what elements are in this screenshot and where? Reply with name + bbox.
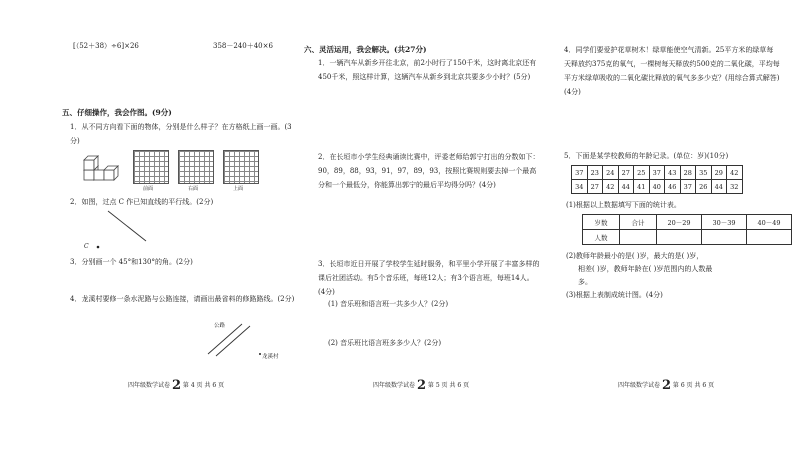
front-view-label: 前面 [143,186,154,192]
age-cell: 42 [727,166,743,180]
stat-header-age: 岁数 [583,215,620,230]
expression-b: 358－240＋40×6 [213,42,273,50]
age-cell: 35 [696,166,712,180]
village-point [259,353,261,355]
question-6-1: 1．一辆汽车从新乡开往北京，前2小时行了150千米，这时离北京还有450千米，照这样计算，这辆汽车从新乡到北京共要多少小时？(5分) [318,59,537,81]
age-cell: 43 [665,166,681,180]
stat-header-30-39: 30－39 [702,215,747,230]
question-5-1: 1．从不同方向看下面的物体，分别是什么样子？在方格纸上画一画。(3分) [70,123,292,145]
ages-row-2 [572,180,743,194]
road-label: 公路 [214,323,226,329]
question-6-3-sub1: (1) 音乐班和语言班一共多少人？(2分) [328,300,449,308]
question-6-5-sub1: (1)根据以上数据填写下面的统计表。 [566,201,681,209]
age-cell: 37 [680,180,696,194]
stat-input-40-49[interactable] [747,230,792,245]
right-view-label: 右面 [188,186,199,192]
question-6-5-sub2-line2: 相差( )岁，教师年龄在( )岁范围内的人数最 [578,265,713,273]
point-c-label: C [84,243,89,250]
question-6-2: 2．在长垣市小学生经典诵读比赛中，评委老师给郭宁打出的分数如下：90，89，88，93，91，97，89，93，按照比赛规则要去掉一个最高分和一个最低分，你能算出郭宁的最后平均得分吗？(4分) [318,153,540,189]
footer-suffix: 第 6 页 共 6 页 [672,382,715,389]
footer-number: 2 [171,378,181,393]
question-6-3-sub2: (2) 音乐班比语言班多多少人？(2分) [328,339,442,347]
age-cell: 27 [618,166,634,180]
question-6-5-sub2-line3: 多。 [578,278,592,286]
question-5-2: 2．如图，过点 C 作已知直线的平行线。(2分) [70,198,214,206]
stat-header-20-29: 20－29 [657,215,702,230]
village-label: 龙溪村 [262,354,279,360]
footer-suffix: 第 4 页 共 6 页 [182,382,225,389]
age-cell: 27 [587,180,603,194]
age-cell: 42 [603,180,619,194]
age-cell: 41 [634,180,650,194]
question-5-3: 3．分别画一个 45°和130°的角。(2分) [70,258,193,266]
stat-input-20-29[interactable] [657,230,702,245]
question-5-4: 4．龙溪村要修一条水泥路与公路连接，请画出最省料的修路路线。(2分) [70,295,295,303]
stat-count-row [583,230,792,245]
age-cell: 25 [634,166,650,180]
front-view-grid[interactable] [133,150,169,184]
question-6-5: 5．下面是某学校教师的年龄记录。(单位：岁)(10分) [564,152,729,160]
age-cell: 46 [665,180,681,194]
footer-suffix: 第 5 页 共 6 页 [427,382,470,389]
stat-input-total[interactable] [620,230,657,245]
age-cell: 44 [618,180,634,194]
age-cell: 23 [587,166,603,180]
stat-header-row [583,215,792,230]
footer-prefix: 四年级数学试卷 [373,382,416,389]
question-6-5-sub3: (3)根据上表制成统计图。(4分) [566,291,663,299]
age-cell: 28 [680,166,696,180]
stat-row-label: 人数 [583,230,620,245]
age-cell: 37 [572,166,588,180]
footer-number: 2 [661,378,671,393]
right-view-grid[interactable] [178,150,214,184]
age-cell: 34 [572,180,588,194]
cube-stack-figure [80,152,122,186]
footer-page-6 [618,378,714,393]
expression-a: [（52＋38）÷6]×26 [73,42,139,50]
ages-row-1 [572,166,743,180]
footer-prefix: 四年级数学试卷 [128,382,171,389]
age-cell: 37 [649,166,665,180]
footer-number: 2 [416,378,426,393]
top-view-label: 上面 [233,186,244,192]
footer-prefix: 四年级数学试卷 [618,382,661,389]
question-6-4: 4．同学们要爱护花草树木！绿草能使空气清新。25平方米的绿草每天释放约375克的氧气，一棵树每天释放约500克的二氧化碳，平均每平方米绿草吸收的二氧化碳比释放的氧气多多少克？(用综合算式解答)(4分) [564,46,780,96]
question-6-3: 3．长垣市近日开展了学校学生延时服务，和平里小学开展了丰富多样的课后社团活动。有5个音乐班，每班12人；有3个语言班，每班14人。(4分) [318,260,540,296]
section-5-title: 五、仔细操作，我会作图。(9分) [62,108,172,117]
section-6-title: 六、灵活运用，我会解决。(共27分) [304,45,427,54]
stat-input-30-39[interactable] [702,230,747,245]
age-statistics-table [582,214,792,245]
top-view-grid[interactable] [223,150,259,184]
question-6-5-sub2-line1: (2)教师年龄最小的是( )岁，最大的是( )岁， [566,252,704,260]
age-cell: 29 [711,166,727,180]
teacher-ages-table [571,165,743,194]
age-cell: 32 [727,180,743,194]
age-cell: 26 [696,180,712,194]
footer-page-5 [373,378,469,393]
age-cell: 44 [711,180,727,194]
age-cell: 24 [603,166,619,180]
stat-header-total: 合计 [620,215,657,230]
parallel-line-figure [80,205,160,255]
footer-page-4 [128,378,224,393]
stat-header-40-49: 40－49 [747,215,792,230]
age-cell: 40 [649,180,665,194]
